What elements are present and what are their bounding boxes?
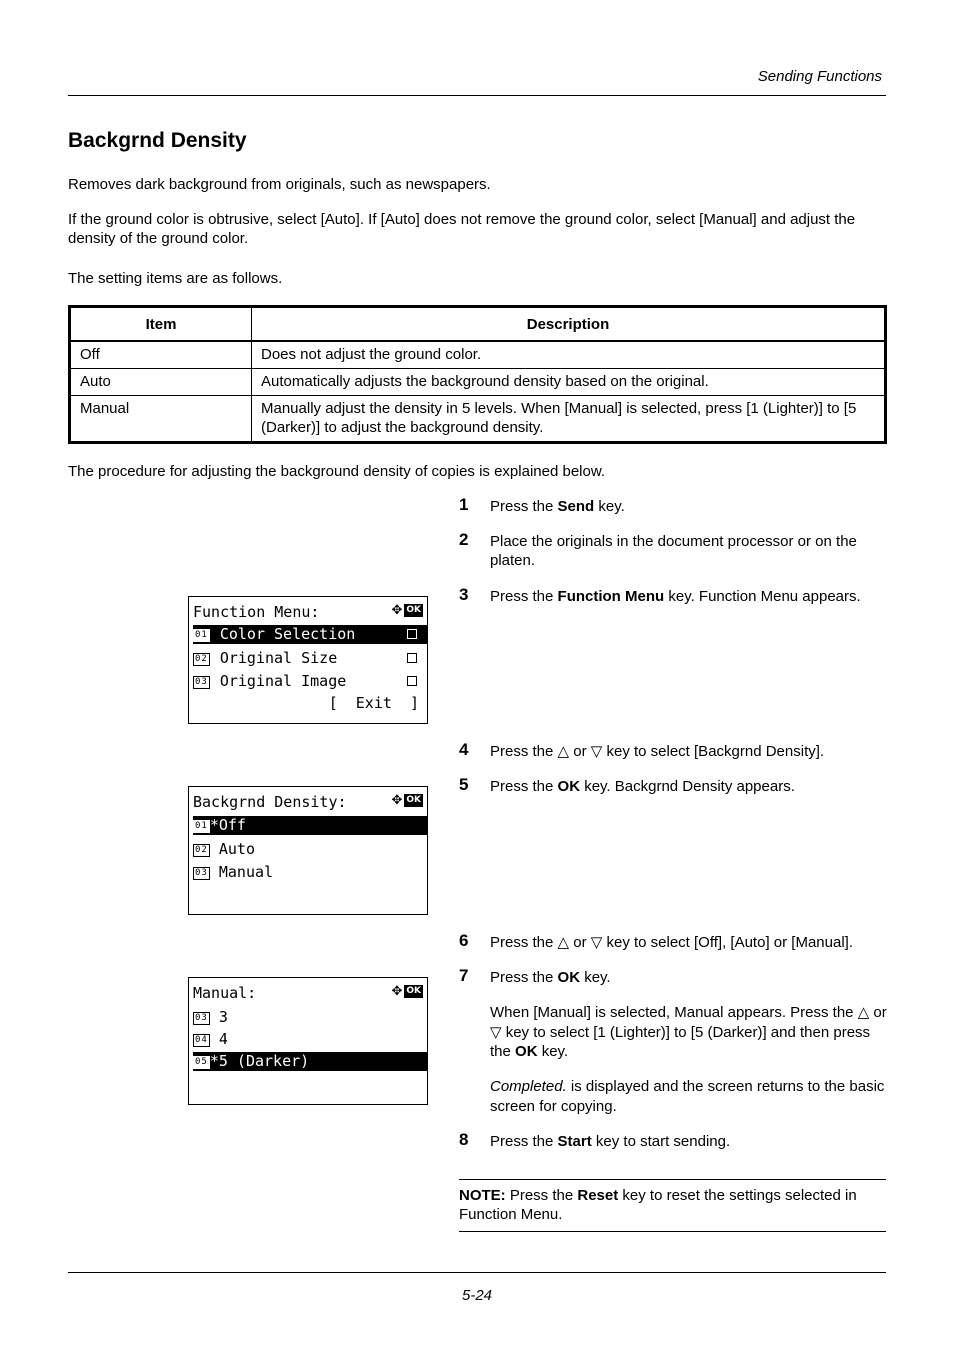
lcd-menu-item (193, 1052, 427, 1071)
down-arrow-icon: ▽ (490, 1023, 502, 1041)
item-number-badge: 02 (195, 845, 208, 855)
step-text: or (569, 743, 591, 760)
key-name: OK (557, 969, 581, 986)
lcd-menu-item (193, 625, 427, 644)
step-number: 4 (459, 740, 469, 759)
step-text: key. Function Menu appears. (664, 588, 861, 605)
lcd-manual (188, 977, 428, 1105)
running-header: Sending Functions (757, 68, 882, 85)
intro-paragraph-1: Removes dark background from originals, such as newspapers. (68, 176, 491, 193)
nav-ok-indicator (391, 604, 423, 617)
lcd-item-label: Color Selection (219, 625, 356, 643)
step-7-detail (490, 1003, 887, 1062)
lcd-menu-item (193, 672, 427, 691)
step-text: Press the (490, 969, 558, 986)
table-header-item: Item (70, 307, 252, 342)
procedure-intro: The procedure for adjusting the background density of copies is explained below. (68, 463, 606, 480)
lcd-title: Backgrnd Density: (193, 793, 347, 811)
table-header-row (70, 307, 886, 342)
step-text: Press the (490, 743, 558, 760)
lcd-item-label: Original Size (219, 649, 338, 667)
key-name: OK (557, 778, 581, 795)
step-number: 3 (459, 585, 469, 604)
item-number-badge: 03 (195, 677, 208, 687)
lcd-item-label: Auto (209, 840, 255, 858)
item-number-badge: 02 (195, 654, 208, 664)
item-number-badge: 05 (195, 1057, 208, 1067)
table-row (70, 396, 886, 443)
lcd-backgrnd-density (188, 786, 428, 915)
step-text: key. (594, 498, 625, 515)
item-number-badge: 01 (195, 630, 208, 640)
step-text: Press the (490, 588, 558, 605)
lcd-item-label: 4 (209, 1030, 228, 1048)
step-text: key. (537, 1043, 569, 1060)
step-number: 1 (459, 495, 469, 514)
lcd-menu-item (193, 863, 427, 882)
lcd-item-label: Original Image (219, 672, 347, 690)
note-text: Press the (505, 1187, 578, 1204)
intro-paragraph-2: If the ground color is obtrusive, select [Auto]. If [Auto] does not remove the ground color, select [Manual] and adjust the density of the ground color. (68, 211, 856, 247)
table-row (70, 341, 886, 369)
lcd-menu-item (193, 649, 427, 668)
down-arrow-icon: ▽ (590, 743, 603, 760)
lcd-menu-item (193, 1008, 427, 1027)
down-arrow-icon: ▽ (590, 934, 603, 951)
cross-arrows-icon: ✥ (391, 603, 403, 618)
ok-icon: OK (406, 795, 421, 805)
checkbox-icon (407, 653, 417, 663)
nav-ok-indicator (391, 794, 423, 807)
table-cell-item: Off (70, 341, 252, 369)
step-number: 8 (459, 1130, 469, 1149)
step-text: is displayed and the screen returns to the basic screen for copying. (490, 1078, 885, 1115)
step-text: key. Backgrnd Density appears. (580, 778, 795, 795)
page-title: Backgrnd Density (68, 129, 247, 152)
lcd-exit-softkey: [ Exit ] (328, 694, 419, 712)
ok-icon: OK (406, 986, 421, 996)
key-name: Send (557, 498, 595, 515)
key-name: OK (515, 1043, 538, 1060)
note-text: key to reset the settings selected in Function Menu. (459, 1187, 857, 1223)
lcd-title: Manual: (193, 984, 257, 1002)
step-text: Press the (490, 934, 558, 951)
item-number-badge: 04 (195, 1035, 208, 1045)
checkbox-icon (407, 629, 417, 639)
step-text: Press the (490, 1133, 558, 1150)
page-number: 5-24 (461, 1287, 493, 1304)
step-number: 2 (459, 530, 469, 549)
checkbox-icon (407, 676, 417, 686)
cross-arrows-icon: ✥ (391, 793, 403, 808)
step-number: 6 (459, 931, 469, 950)
intro-paragraph-3: The setting items are as follows. (68, 270, 283, 287)
step-number: 7 (459, 966, 469, 985)
lcd-function-menu (188, 596, 428, 724)
up-arrow-icon: △ (557, 743, 570, 760)
step-text: key. (580, 969, 611, 986)
lcd-item-label: Manual (209, 863, 274, 881)
lcd-menu-item (193, 816, 427, 835)
item-number-badge: 03 (195, 1013, 208, 1023)
lcd-item-label: *Off (209, 816, 246, 834)
item-number-badge: 03 (195, 868, 208, 878)
key-name: Reset (577, 1187, 619, 1204)
note-label: NOTE: (459, 1187, 506, 1204)
note-box (459, 1179, 886, 1232)
cross-arrows-icon: ✥ (391, 984, 403, 999)
table-header-description: Description (252, 307, 886, 342)
table-cell-description: Manually adjust the density in 5 levels. When [Manual] is selected, press [1 (Lighter)] to [5 (Darker)] to adjust the background density. (252, 396, 886, 443)
up-arrow-icon: △ (857, 1004, 870, 1021)
step-text: Place the originals in the document processor or on the platen. (490, 533, 857, 569)
step-text: key to select [Backgrnd Density]. (602, 743, 825, 760)
step-7-completed (490, 1077, 887, 1116)
key-name: Function Menu (557, 588, 665, 605)
table-cell-item: Manual (70, 396, 252, 443)
lcd-menu-item (193, 840, 427, 859)
up-arrow-icon: △ (557, 934, 570, 951)
settings-table (68, 305, 887, 444)
lcd-menu-item (193, 1030, 427, 1049)
item-number-badge: 01 (195, 821, 208, 831)
completed-message: Completed. (490, 1078, 567, 1095)
step-text: When [Manual] is selected, Manual appears. Press the (490, 1004, 858, 1021)
nav-ok-indicator (391, 985, 423, 998)
lcd-item-label: *5 (Darker) (209, 1052, 310, 1070)
table-cell-item: Auto (70, 369, 252, 396)
step-text: or (869, 1004, 887, 1021)
step-text: or (569, 934, 591, 951)
table-row (70, 369, 886, 396)
step-text: key to select [Off], [Auto] or [Manual]. (602, 934, 853, 951)
lcd-item-label: 3 (209, 1008, 228, 1026)
footer-rule (68, 1272, 886, 1273)
step-text: key to select [1 (Lighter)] to [5 (Darker)] and then press the (490, 1023, 871, 1060)
step-text: key to start sending. (591, 1133, 731, 1150)
table-cell-description: Does not adjust the ground color. (252, 341, 886, 369)
step-text: Press the (490, 498, 558, 515)
step-number: 5 (459, 775, 469, 794)
header-rule (68, 95, 886, 96)
ok-icon: OK (406, 605, 421, 615)
lcd-title: Function Menu: (193, 603, 320, 621)
key-name: Start (557, 1133, 592, 1150)
table-cell-description: Automatically adjusts the background density based on the original. (252, 369, 886, 396)
step-text: Press the (490, 778, 558, 795)
